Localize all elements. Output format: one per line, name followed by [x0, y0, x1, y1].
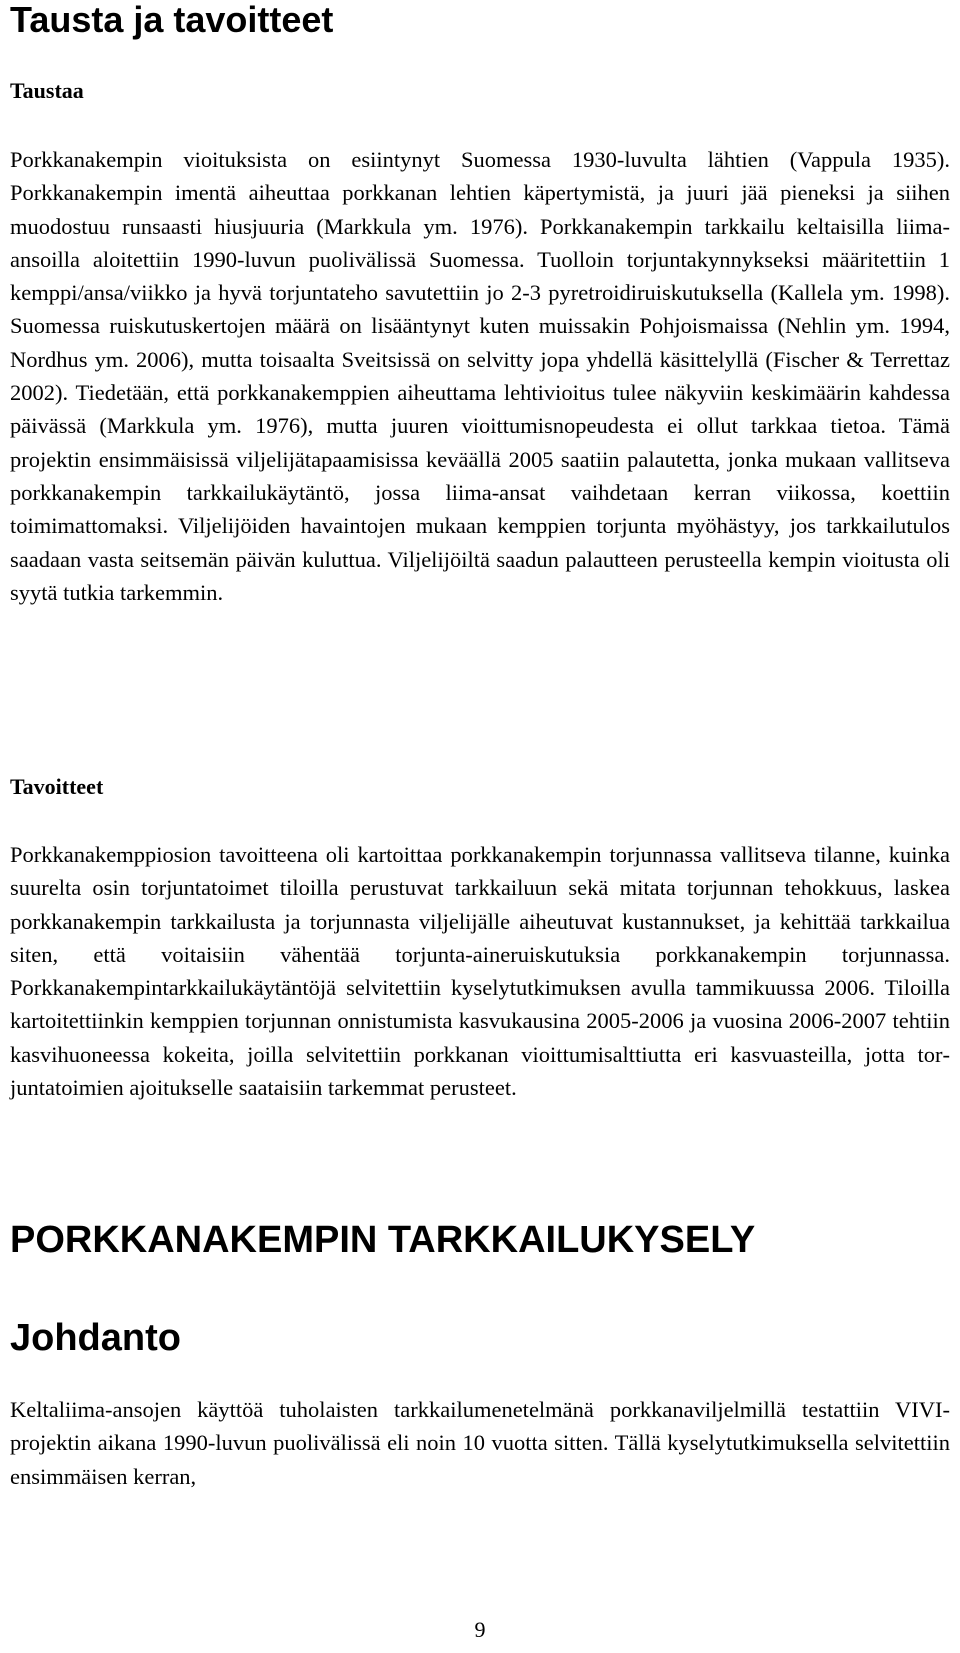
background-heading: Taustaa [10, 78, 84, 103]
section-title: Tausta ja tavoitteet [10, 0, 334, 40]
survey-title: PORKKANAKEMPIN TARKKAILUKYSELY [10, 1219, 756, 1261]
intro-heading: Johdanto [10, 1317, 181, 1359]
intro-paragraph: Keltaliima-ansojen käyttöä tuholaisten tarkkailumenetelmänä porkkanaviljelmillä testattiin VIVI-projektin aikana 1990-luvun puolivälissä eli noin 10 vuotta sitten. Tällä kyselytutkimuksella selvitettiin ensimmäisen kerran, [10, 1397, 950, 1489]
page-number: 9 [474, 1617, 486, 1642]
background-paragraph: Porkkanakempin vioituksista on esiintynyt Suomessa 1930-luvulta lähtien (Vappula 1935). Porkkanakempin imentä aiheuttaa porkkanan lehtien käpertymistä, ja juuri jää pieneksi ja siihen muodostuu runsaasti hiusjuuria (Markkula ym. 1976). Porkkanakempin tarkkailu keltaisilla liima-ansoilla aloitettiin 1990-luvun puolivälissä Suomessa. Tuolloin torjuntakynnykseksi määritettiin 1 kemppi/ansa/viikko ja hyvä torjuntateho savutettiin jo 2-3 pyretroidiruiskutuksella (Kallela ym. 1998). Suomessa ruiskutuskertojen määrä on lisääntynyt kuten muissakin Pohjoismaissa (Nehlin ym. 1994, Nordhus ym. 2006), mutta toisaalta Sveitsissä on selvitty jopa yhdellä käsittelyllä (Fischer & Terrettaz 2002). Tiedetään, että porkkanakemppien aiheuttama lehtivioitus tulee näkyviin keskimäärin kahdessa päivässä (Markkula ym. 1976), mutta juuren vioittumisnopeudesta ei ollut tarkkaa tietoa. Tämä projektin ensimmäisissä viljelijätapaamisissa keväällä 2005 saatiin palautetta, jonka mukaan vallitseva porkkanakempin tarkkailukäytäntö, jossa liima-ansat vaihdetaan kerran viikossa, koettiin toimimattomaksi. Viljelijöiden havaintojen mukaan kemppien torjunta myöhästyy, jos tarkkailutulos saadaan vasta seitsemän päivän kuluttua. Viljelijöiltä saadun palautteen perusteella kempin vioitusta oli syytä tutkia tarkemmin. [10, 147, 950, 605]
objectives-paragraph: Porkkanakemppiosion tavoitteena oli kartoittaa porkkanakempin torjunnassa vallitseva tilanne, kuinka suurelta osin torjuntatoimet tiloilla perustuvat tarkkailuun sekä mitata torjunnan tehokkuus, laskea porkkanakempin tarkkailusta ja torjunnasta viljelijälle aiheutuvat kustannukset, ja kehittää tarkkailua siten, että voitaisiin vähentää torjunta-aineruiskutuksia porkkanakempin torjunnassa. Porkkanakempintarkkailukäytäntöjä selvitettiin kyselytutkimuksen avulla tammikuussa 2006. Tiloilla kartoitettiinkin kemppien torjunnan onnistumista kasvukausina 2005-2006 ja vuosina 2006-2007 tehtiin kasvihuoneessa kokeita, joilla selvitettiin porkkanan vioittumisalttiutta eri kasvuasteilla, jotta torjuntatoimien ajoitukselle saataisiin tarkemmat perusteet. [10, 842, 950, 1101]
objectives-heading: Tavoitteet [10, 774, 104, 799]
